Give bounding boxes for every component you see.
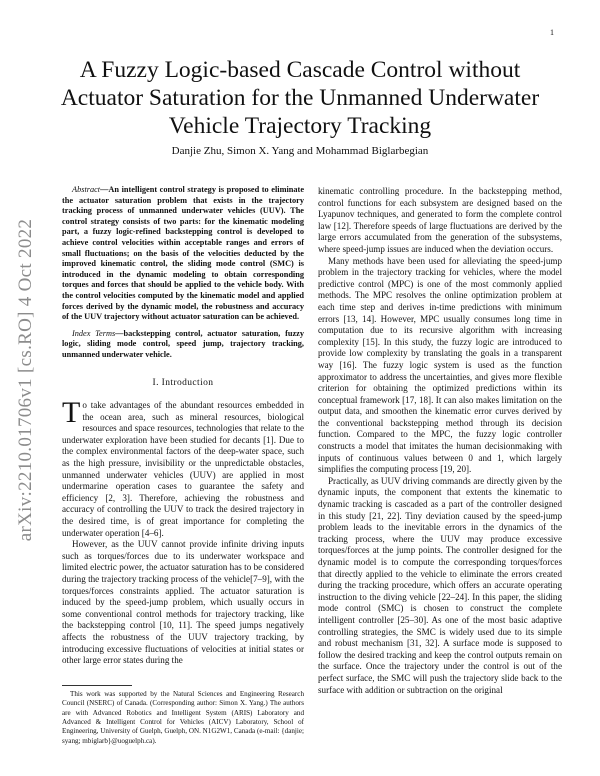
right-column bbox=[318, 186, 562, 696]
paper-title: A Fuzzy Logic-based Cascade Control without Actuator Saturation for the Unmanned Underwater Vehicle Trajectory Tracking bbox=[60, 57, 540, 139]
footnote: This work was supported by the Natural Sciences and Engineering Research Council (NSERC) of Canada. (Corresponding author: Simon X. Yang.) The authors are with Advanced Robotics and Intelligent System (ARIS) Laboratory and Advanced & Intelligent Control for Vehicles (AICV) Laboratory, School of Engineering, University of Guelph, Guelph, ON. N1G2W1, Canada (e-mail: {danjie; syang; mbiglarb}@uoguelph.ca). bbox=[62, 689, 304, 745]
index-terms-text: —backstepping control, actuator saturation, fuzzy logic, sliding mode control, speed jump, trajectory tracking, unmanned underwater vehicle. bbox=[62, 328, 304, 359]
index-terms bbox=[62, 329, 304, 361]
body-paragraph: Many methods have been used for alleviating the speed-jump problem in the trajectory tracking for vehicles, where the model predictive control (MPC) is one of the most commonly applied methods. The MPC resolves the online optimization problem at each time step and derives in-time predictions with minimum errors [13, 14]. However, MPC usually consumes long time in computation due to its recursive algorithm with increasing complexity [15]. In this study, the fuzzy logic are introduced to provide low complexity by translating the goals in a transparent way [16]. The fuzzy logic system is used as the function approximator to address the uncertainties, and gives more flexible criterion for obtaining the optimized predictions within its conceptual framework [17, 18]. It can also makes limitation on the output data, and smoothen the kinematic error curves derived by the conventional backstepping method through its decision function. Compared to the MPC, the fuzzy logic controller constructs a model that imitates the human decisionmaking with inputs of continuous values between 0 and 1, which largely simplifies the computing process [19, 20]. bbox=[318, 255, 562, 475]
arxiv-stamp bbox=[12, 200, 40, 560]
abstract-text: —An intelligent control strategy is proposed to eliminate the actuator saturation problem that exists in the trajectory tracking process of unmanned underwater vehicles (UUV). The control strategy consists of two parts: for the kinematic modeling part, a fuzzy logic-refined backstepping control is developed to achieve control velocities within acceptable ranges and errors of small fluctuations; on the basis of the velocities deducted by the improved kinematic control, the sliding mode control (SMC) is introduced in the dynamic modeling to obtain corresponding torques and forces that should be applied to the vehicle body. With the control velocities computed by the kinematic model and applied forces derived by the dynamic model, the robustness and accuracy of the UUV trajectory without actuator saturation can be achieved. bbox=[62, 185, 304, 322]
abstract-label: Abstract bbox=[72, 185, 101, 194]
section-heading: I. Introduction bbox=[152, 377, 214, 388]
body-paragraph: Practically, as UUV driving commands are directly given by the dynamic inputs, the component that extents the kinematic to dynamic tracking is cascaded as a part of the controller designed in this study [21, 22]. Tiny deviation caused by the speed-jump problem leads to the inevitable errors in the dynamics of the tracking process, where the UUV may produce excessive torques/forces at the jump points. The controller designed for the dynamic model is to compute the corresponding torques/forces that directly applied to the vehicle to eliminate the errors created during the tracking procedure, which offers an accurate operating instruction to the diving vehicle [22–24]. In this paper, the sliding mode control (SMC) is chosen to construct the complete intelligent controller [25–30]. As one of the most basic adaptive controlling strategies, the SMC is widely used due to its simple and robust mechanism [31, 32]. A surface mode is supposed to follow the desired tracking and keep the control outputs remain on the surface. Once the trajectory under the control is out of the perfect surface, the SMC will push the trajectory slide back to the surface with addition or subtraction on the original bbox=[318, 475, 562, 695]
arxiv-stamp-text: arXiv:2210.01706v1 [cs.RO] 4 Oct 2022 bbox=[15, 218, 37, 542]
intro-paragraph: To take advantages of the abundant resources embedded in the ocean area, such as mineral resources, biological resources and space resources, technologies that relate to the underwater exploration have been studied for decants [1]. Due to the complex environmental factors of the deep-water space, such as the high pressure, invisibility or the unpredictable obstacles, unmanned underwater vehicles (UUV) are applied in most undermarine operation cases to guarantee the safety and efficiency [2, 3]. Therefore, achieving the robustness and accuracy of controlling the UUV to track the desired trajectory in the desired time, is of great importance for completing the underwater operation [4–6]. bbox=[62, 396, 304, 538]
intro-paragraph: However, as the UUV cannot provide infinite driving inputs such as torques/forces due to its underwater workspace and limited electric power, the actuator saturation has to be considered during the trajectory tracking process of the vehicle[7–9], with the torques/forces constraints applied. The actuator saturation is induced by the speed-jump problem, which usually occurs in some conventional control methods for trajectory tracking, like the backstepping control [10, 11]. The speed jumps negatively affects the robustness of the UUV trajectory tracking, by introducing excessive fluctuations of velocities at initial states or other large error states during the bbox=[62, 539, 304, 666]
index-terms-label: Index Terms bbox=[72, 328, 116, 338]
body-paragraph: kinematic controlling procedure. In the backstepping method, control functions for each subsystem are designed based on the Lyapunov techniques, and generated to form the complete control law [12]. Therefore speeds of large fluctuations are derived by the large errors accumulated from the generation of the subsystems, where speed-jump issues are induced when the deviation occurs. bbox=[318, 186, 562, 254]
paper-authors: Danjie Zhu, Simon X. Yang and Mohammad Biglarbegian bbox=[171, 145, 429, 157]
footnote-divider bbox=[62, 685, 132, 686]
left-column bbox=[62, 185, 304, 746]
abstract bbox=[62, 185, 304, 323]
page-number: 1 bbox=[550, 28, 554, 37]
